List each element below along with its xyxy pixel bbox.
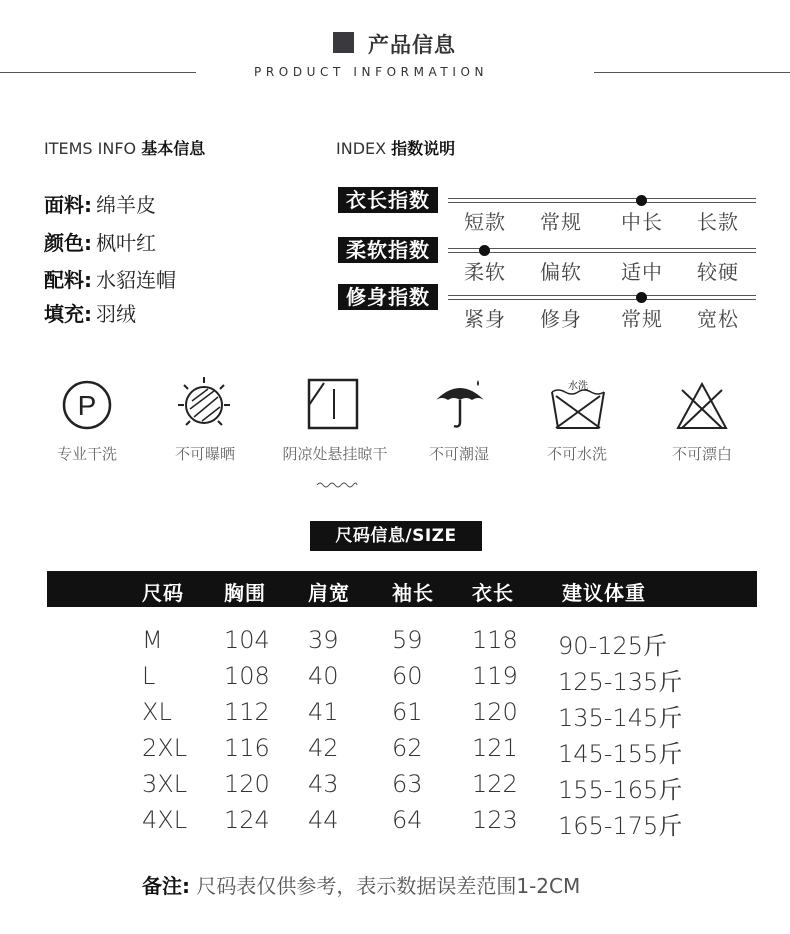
size-table-column-header: 胸围 (224, 581, 266, 605)
index-scale-marker (479, 245, 490, 256)
index-scale-track (448, 198, 756, 203)
index-scale-label: 修身指数 (338, 284, 438, 310)
size-table-cell: 120 (224, 770, 270, 798)
hang-dry-shade-icon (302, 375, 362, 435)
size-table-cell: 155-165斤 (558, 776, 683, 804)
size-table-cell: 165-175斤 (558, 812, 683, 840)
header-square-icon (333, 32, 354, 53)
info-key: 面料: (44, 193, 92, 217)
index-scale-option: 常规 (540, 210, 582, 234)
no-sun-icon (174, 373, 234, 433)
info-value: 羽绒 (96, 302, 136, 326)
info-key: 颜色: (44, 231, 92, 255)
care-label-no-wash: 不可水洗 (546, 445, 607, 463)
size-table-column-header: 袖长 (392, 581, 434, 605)
no-bleach-icon (672, 378, 732, 438)
info-value: 枫叶红 (96, 231, 156, 255)
header-divider-right (594, 72, 790, 73)
size-table-cell: 64 (392, 806, 423, 834)
items-info-title-cn: 基本信息 (141, 139, 206, 158)
page-title: 产品信息 (368, 33, 456, 57)
index-scale-option: 常规 (621, 307, 663, 331)
index-scale-option: 短款 (464, 210, 506, 234)
size-table-cell: 90-125斤 (558, 632, 668, 660)
index-scale-option: 长款 (697, 210, 739, 234)
info-key: 填充: (44, 302, 92, 326)
dry-clean-p-icon (57, 375, 117, 435)
size-table-cell: 59 (392, 626, 423, 654)
header-divider-left (0, 72, 196, 73)
size-table-cell: 135-145斤 (558, 704, 683, 732)
size-table-cell: 62 (392, 734, 423, 762)
size-table-cell: 120 (472, 698, 518, 726)
no-wash-icon (548, 378, 608, 438)
size-table-cell: 104 (224, 626, 270, 654)
size-table-cell: 145-155斤 (558, 740, 683, 768)
info-value: 水貂连帽 (96, 268, 176, 292)
index-title-cn: 指数说明 (391, 139, 456, 158)
care-label-hang-dry: 阴凉处悬挂晾干 (282, 445, 388, 463)
index-title (336, 136, 455, 159)
size-table-cell: 121 (472, 734, 518, 762)
care-label-no-bleach: 不可漂白 (671, 445, 732, 463)
size-table-cell: M (142, 626, 163, 654)
size-table-cell: 112 (224, 698, 270, 726)
items-info-title (44, 136, 205, 159)
index-scale-option: 修身 (540, 307, 582, 331)
size-table-cell: 39 (308, 626, 339, 654)
size-table-cell: 44 (308, 806, 339, 834)
size-table-cell: 124 (224, 806, 270, 834)
index-scale-label: 衣长指数 (338, 187, 438, 213)
size-table-cell: 61 (392, 698, 423, 726)
no-humid-umbrella-icon (430, 374, 490, 434)
index-title-en: INDEX (336, 139, 387, 158)
size-table-cell: 4XL (142, 806, 188, 834)
size-table-cell: 122 (472, 770, 518, 798)
items-info-title-en: ITEMS INFO (44, 139, 137, 158)
size-table-cell: 3XL (142, 770, 188, 798)
size-table-cell: 42 (308, 734, 339, 762)
index-scale-label: 柔软指数 (338, 237, 438, 263)
index-scale-option: 适中 (621, 260, 663, 284)
index-scale-option: 较硬 (697, 260, 739, 284)
care-label-no-sun: 不可曝晒 (174, 445, 235, 463)
size-note-text: 尺码表仅供参考，表示数据误差范围1-2CM (196, 874, 581, 898)
size-table-cell: XL (142, 698, 172, 726)
size-table-column-header: 肩宽 (308, 581, 350, 605)
size-table-cell: 123 (472, 806, 518, 834)
size-table-cell: 119 (472, 662, 518, 690)
info-key: 配料: (44, 268, 92, 292)
size-table-column-header: 建议体重 (562, 581, 646, 605)
size-table-cell: 63 (392, 770, 423, 798)
size-table-cell: 41 (308, 698, 339, 726)
size-table-cell: 2XL (142, 734, 188, 762)
decorative-squiggle (316, 480, 358, 490)
info-row (44, 227, 156, 256)
size-section-title: 尺码信息/SIZE (310, 521, 482, 551)
size-table-column-header: 尺码 (142, 581, 184, 605)
size-table-column-header: 衣长 (472, 581, 514, 605)
info-row (44, 298, 136, 327)
size-table-cell: 118 (472, 626, 518, 654)
size-note (142, 870, 580, 899)
care-label-no-humid: 不可潮湿 (428, 445, 489, 463)
index-scale-marker (636, 195, 647, 206)
size-table-cell: 116 (224, 734, 270, 762)
index-scale-option: 偏软 (540, 260, 582, 284)
size-table-cell: 60 (392, 662, 423, 690)
size-table-cell: L (142, 662, 156, 690)
size-table-cell: 125-135斤 (558, 668, 683, 696)
index-scale-option: 柔软 (464, 260, 506, 284)
index-scale-track (448, 295, 756, 300)
size-note-key: 备注: (142, 874, 190, 898)
size-table-cell: 108 (224, 662, 270, 690)
care-label-dry-clean: 专业干洗 (56, 445, 117, 463)
index-scale-option: 紧身 (464, 307, 506, 331)
size-table-cell: 40 (308, 662, 339, 690)
info-row (44, 264, 176, 293)
index-scale-marker (636, 292, 647, 303)
index-scale-option: 宽松 (697, 307, 739, 331)
index-scale-track (448, 248, 756, 253)
info-value: 绵羊皮 (96, 193, 156, 217)
svg-text:P: P (77, 390, 97, 421)
size-table-cell: 43 (308, 770, 339, 798)
page-subtitle: PRODUCT INFORMATION (254, 65, 489, 79)
index-scale-option: 中长 (621, 210, 663, 234)
info-row (44, 189, 156, 218)
no-wash-icon-text: 水洗 (568, 381, 588, 392)
